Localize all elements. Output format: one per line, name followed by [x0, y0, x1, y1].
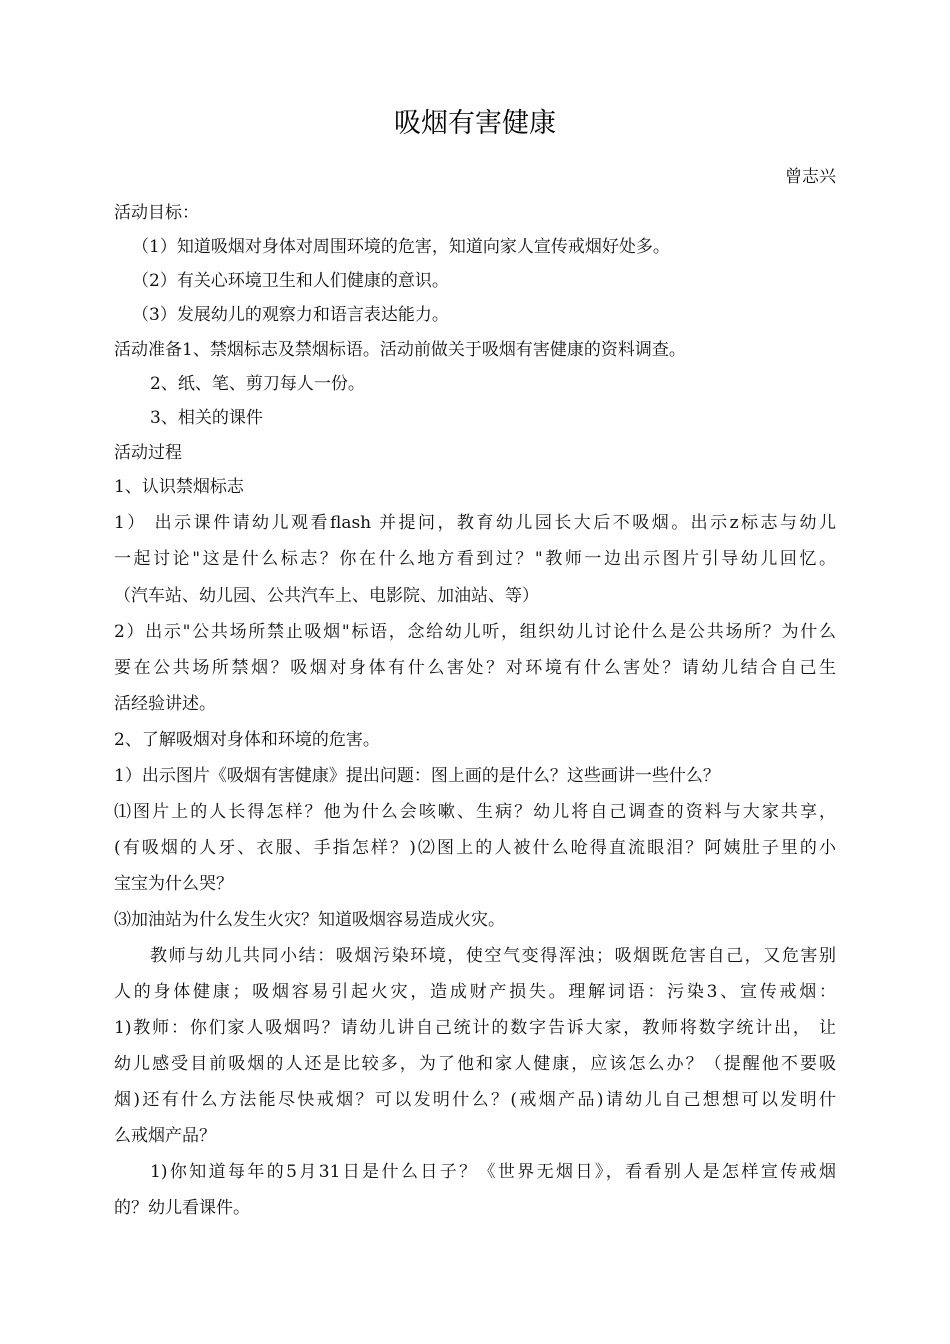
section-heading-goals: 活动目标：: [114, 203, 199, 223]
paragraph-line: 烟)还有什么方法能尽快戒烟？可以发明什么？(戒烟产品)请幼儿自己想想可以发明什: [114, 1090, 836, 1110]
prep-item: 2、纸、笔、剪刀每人一份。: [150, 374, 365, 394]
paragraph-line: 1） 出示课件请幼儿观看flash 并提问，教育幼儿园长大后不吸烟。出示z标志与幼儿: [114, 513, 836, 533]
paragraph-line: 1)你知道每年的5月31日是什么日子？《世界无烟日》，看看别人是怎样宣传戒烟: [150, 1162, 836, 1182]
paragraph-line: （汽车站、幼儿园、公共汽车上、电影院、加油站、等）: [114, 586, 539, 606]
paragraph-line: 的？幼儿看课件。: [114, 1198, 250, 1218]
paragraph-line: (有吸烟的人牙、衣服、手指怎样？)⑵图上的人被什么呛得直流眼泪？阿姨肚子里的小: [114, 838, 836, 858]
paragraph-line: 一起讨论"这是什么标志？你在什么地方看到过？"教师一边出示图片引导幼儿回忆。: [114, 549, 836, 569]
paragraph-line: 1）出示图片《吸烟有害健康》提出问题：图上画的是什么？这些画讲一些什么？: [114, 766, 720, 786]
goal-item: （1）知道吸烟对身体对周围环境的危害，知道向家人宣传戒烟好处多。: [132, 237, 670, 257]
paragraph-line: 教师与幼儿共同小结：吸烟污染环境，使空气变得浑浊；吸烟既危害自己，又危害别: [150, 946, 836, 966]
paragraph-line: 要在公共场所禁烟？吸烟对身体有什么害处？对环境有什么害处？请幼儿结合自己生: [114, 658, 836, 678]
prep-item: 3、相关的课件: [150, 408, 263, 428]
paragraph-line: ⑴图片上的人长得怎样？他为什么会咳嗽、生病？幼儿将自己调查的资料与大家共享，: [114, 802, 836, 822]
author-name: 曾志兴: [785, 167, 836, 187]
paragraph-line: ⑶加油站为什么发生火灾？知道吸烟容易造成火灾。: [114, 910, 505, 930]
paragraph-line: 幼儿感受目前吸烟的人还是比较多，为了他和家人健康，应该怎么办？（提醒他不要吸: [114, 1054, 836, 1074]
prep-item: 活动准备1、禁烟标志及禁烟标语。活动前做关于吸烟有害健康的资料调查。: [114, 340, 686, 360]
section-heading-process: 活动过程: [114, 443, 182, 463]
paragraph-line: 宝宝为什么哭？: [114, 874, 233, 894]
paragraph-line: 1)教师：你们家人吸烟吗？请幼儿讲自己统计的数字告诉大家，教师将数字统计出， 让: [114, 1018, 836, 1038]
document-title: 吸烟有害健康: [394, 108, 556, 139]
paragraph-line: 么戒烟产品？: [114, 1126, 216, 1146]
paragraph-line: 2）出示"公共场所禁止吸烟"标语，念给幼儿听，组织幼儿讨论什么是公共场所？为什么: [114, 622, 836, 642]
goal-item: （3）发展幼儿的观察力和语言表达能力。: [132, 305, 449, 325]
step-heading: 1、认识禁烟标志: [114, 477, 244, 497]
paragraph-line: 人的身体健康；吸烟容易引起火灾，造成财产损失。理解词语：污染3、宣传戒烟：: [114, 982, 836, 1002]
step-heading: 2、了解吸烟对身体和环境的危害。: [114, 730, 380, 750]
paragraph-line: 活经验讲述。: [114, 694, 216, 714]
goal-item: （2）有关心环境卫生和人们健康的意识。: [132, 271, 449, 291]
